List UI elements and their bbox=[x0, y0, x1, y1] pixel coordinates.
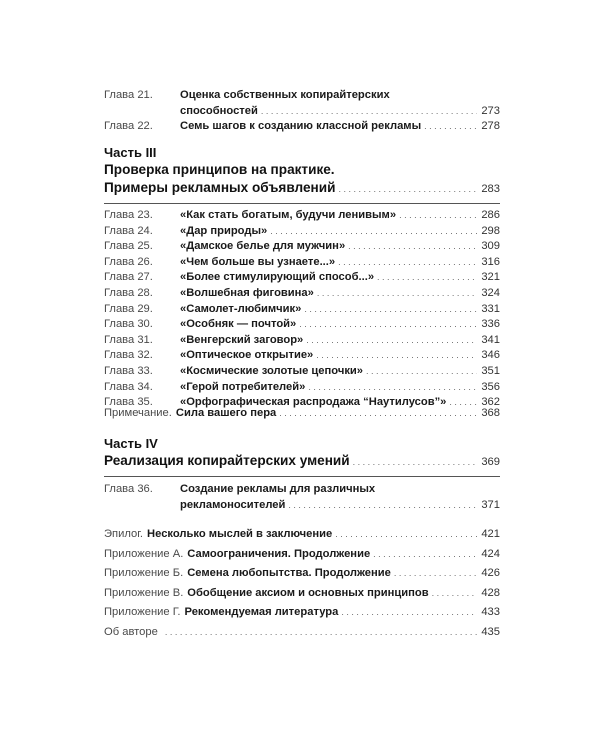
chapter-title-line-2: рекламоносителей bbox=[180, 498, 286, 511]
toc-entry-chapter bbox=[104, 302, 500, 318]
dot-leader bbox=[288, 498, 477, 514]
part-title-line-1: Проверка принципов на практике. bbox=[104, 162, 335, 177]
divider bbox=[104, 203, 500, 204]
entry-prefix: Эпилог. bbox=[104, 528, 144, 540]
chapter-number: Глава 27. bbox=[104, 271, 153, 284]
chapter-title-line-1: Создание рекламы для различных bbox=[180, 483, 376, 495]
chapter-title: Семь шагов к созданию классной рекламы bbox=[180, 120, 422, 132]
part-label: Часть III bbox=[104, 145, 157, 160]
toc-entry-chapter bbox=[104, 286, 500, 302]
dot-leader bbox=[335, 527, 477, 543]
entry-prefix: Об авторе bbox=[104, 625, 158, 638]
chapter-number: Глава 26. bbox=[104, 255, 153, 268]
page-number: 362 bbox=[481, 396, 500, 409]
page-number: 426 bbox=[481, 567, 500, 580]
chapter-number: Глава 25. bbox=[104, 240, 153, 253]
dot-leader bbox=[338, 255, 477, 271]
page-number: 368 bbox=[481, 407, 500, 419]
note-title: Сила вашего пера bbox=[175, 407, 277, 419]
dot-leader bbox=[424, 119, 477, 135]
chapter-number: Глава 24. bbox=[104, 224, 153, 237]
chapter-number: Глава 28. bbox=[104, 286, 153, 299]
part-4-heading bbox=[104, 435, 500, 477]
back-matter-list bbox=[104, 527, 500, 645]
toc-entry-chapter bbox=[104, 270, 500, 286]
page-number: 428 bbox=[481, 586, 500, 599]
page-number: 283 bbox=[481, 183, 500, 195]
chapter-number: Глава 31. bbox=[104, 333, 153, 346]
page-number: 371 bbox=[481, 498, 500, 511]
chapter-number: Глава 32. bbox=[104, 349, 153, 362]
part-label: Часть IV bbox=[104, 436, 158, 451]
dot-leader bbox=[377, 270, 477, 286]
dot-leader bbox=[394, 566, 477, 582]
entry-title: Несколько мыслей в заключение bbox=[147, 528, 333, 540]
page-number: 309 bbox=[481, 240, 500, 253]
page-number: 424 bbox=[481, 547, 500, 560]
dot-leader bbox=[432, 586, 477, 602]
toc-entry-back-matter bbox=[104, 586, 500, 602]
toc-entry-chapter bbox=[104, 255, 500, 271]
page-number: 324 bbox=[481, 286, 500, 299]
toc-entry-back-matter bbox=[104, 625, 500, 641]
page-number: 298 bbox=[481, 224, 500, 237]
chapter-title: «Дар природы» bbox=[180, 224, 268, 237]
chapter-title: «Герой потребителей» bbox=[180, 380, 306, 393]
toc-entry-chapter bbox=[104, 317, 500, 333]
part-title-line-2: Примеры рекламных объявлений bbox=[104, 180, 336, 195]
dot-leader bbox=[308, 380, 477, 396]
chapter-number: Глава 33. bbox=[104, 364, 153, 377]
divider bbox=[104, 476, 500, 477]
page-number: 286 bbox=[481, 209, 500, 221]
chapter-title: «Чем больше вы узнаете...» bbox=[180, 255, 336, 268]
entry-title: Обобщение аксиом и основных принципов bbox=[187, 586, 429, 599]
dot-leader bbox=[261, 104, 477, 120]
chapter-title: «Венгерский заговор» bbox=[180, 333, 304, 346]
toc-entry-chapter bbox=[104, 239, 500, 255]
toc-entry-chapter bbox=[104, 224, 500, 240]
chapter-number: Глава 36. bbox=[104, 483, 153, 495]
toc-entry-back-matter bbox=[104, 605, 500, 621]
toc-entry-chapter bbox=[104, 364, 500, 380]
dot-leader bbox=[366, 364, 477, 380]
page-number: 351 bbox=[481, 364, 500, 377]
toc-entry-chapter bbox=[104, 333, 500, 349]
page-number: 421 bbox=[481, 528, 500, 540]
chapter-title: «Волшебная фиговина» bbox=[180, 286, 314, 299]
part-title: Реализация копирайтерских умений bbox=[104, 453, 350, 468]
chapter-number: Глава 22. bbox=[104, 120, 153, 132]
part-3-chapter-list bbox=[104, 208, 500, 411]
chapter-title: «Самолет-любимчик» bbox=[180, 302, 302, 315]
dot-leader bbox=[279, 406, 477, 422]
entry-prefix: Приложение Б. bbox=[104, 567, 184, 580]
dot-leader bbox=[353, 452, 477, 471]
dot-leader bbox=[304, 302, 477, 318]
entry-prefix: Приложение А. bbox=[104, 547, 184, 560]
toc-entry-back-matter bbox=[104, 547, 500, 563]
toc-entry-chapter-21 bbox=[104, 88, 500, 119]
entry-prefix: Приложение В. bbox=[104, 586, 184, 599]
dot-leader bbox=[165, 625, 477, 641]
chapter-number: Глава 35. bbox=[104, 396, 153, 409]
page-number: 435 bbox=[481, 625, 500, 638]
dot-leader bbox=[338, 179, 477, 198]
part-3-heading bbox=[104, 144, 500, 204]
page-number: 278 bbox=[481, 120, 500, 132]
toc-entry-chapter bbox=[104, 348, 500, 364]
chapter-title: «Особняк — почтой» bbox=[180, 318, 297, 331]
chapter-title: «Более стимулирующий способ...» bbox=[180, 271, 375, 284]
dot-leader bbox=[299, 317, 477, 333]
dot-leader bbox=[317, 286, 477, 302]
chapter-number: Глава 21. bbox=[104, 89, 153, 101]
toc-entry-chapter bbox=[104, 380, 500, 396]
page-number: 433 bbox=[481, 606, 500, 619]
chapter-number: Глава 34. bbox=[104, 380, 153, 393]
page-number: 273 bbox=[481, 104, 500, 117]
page-number: 331 bbox=[481, 302, 500, 315]
dot-leader bbox=[270, 224, 477, 240]
chapter-title: «Космические золотые цепочки» bbox=[180, 364, 364, 377]
dot-leader bbox=[306, 333, 477, 349]
note-prefix: Примечание. bbox=[104, 407, 172, 419]
chapter-title-line-1: Оценка собственных копирайтерских bbox=[180, 89, 390, 101]
toc-entry-chapter-36 bbox=[104, 482, 500, 513]
chapter-number: Глава 23. bbox=[104, 209, 153, 221]
chapter-number: Глава 30. bbox=[104, 318, 153, 331]
entry-title: Семена любопытства. Продолжение bbox=[187, 567, 391, 580]
page-number: 316 bbox=[481, 255, 500, 268]
page-number: 341 bbox=[481, 333, 500, 346]
dot-leader bbox=[373, 547, 477, 563]
page-number: 321 bbox=[481, 271, 500, 284]
entry-title: Рекомендуемая литература bbox=[184, 606, 339, 619]
dot-leader bbox=[316, 348, 477, 364]
chapter-title: «Дамское белье для мужчин» bbox=[180, 240, 346, 253]
toc-entry-chapter-22 bbox=[104, 119, 500, 135]
page-number: 369 bbox=[481, 456, 500, 468]
chapter-title: «Оптическое открытие» bbox=[180, 349, 314, 362]
entry-prefix: Приложение Г. bbox=[104, 606, 181, 619]
chapter-title: «Орфографическая распродажа “Наутилусов”» bbox=[180, 396, 447, 409]
dot-leader bbox=[399, 208, 477, 224]
entry-title: Самоограничения. Продолжение bbox=[187, 547, 371, 560]
toc-entry-chapter bbox=[104, 208, 500, 224]
chapter-title: «Как стать богатым, будучи ленивым» bbox=[180, 209, 397, 221]
toc-entry-back-matter bbox=[104, 566, 500, 582]
page-number: 356 bbox=[481, 380, 500, 393]
dot-leader bbox=[341, 605, 477, 621]
chapter-number: Глава 29. bbox=[104, 302, 153, 315]
page-number: 336 bbox=[481, 318, 500, 331]
page-number: 346 bbox=[481, 349, 500, 362]
chapter-title-line-2: способностей bbox=[180, 104, 258, 117]
toc-entry-note bbox=[104, 406, 500, 422]
dot-leader bbox=[348, 239, 477, 255]
toc-entry-back-matter bbox=[104, 527, 500, 543]
